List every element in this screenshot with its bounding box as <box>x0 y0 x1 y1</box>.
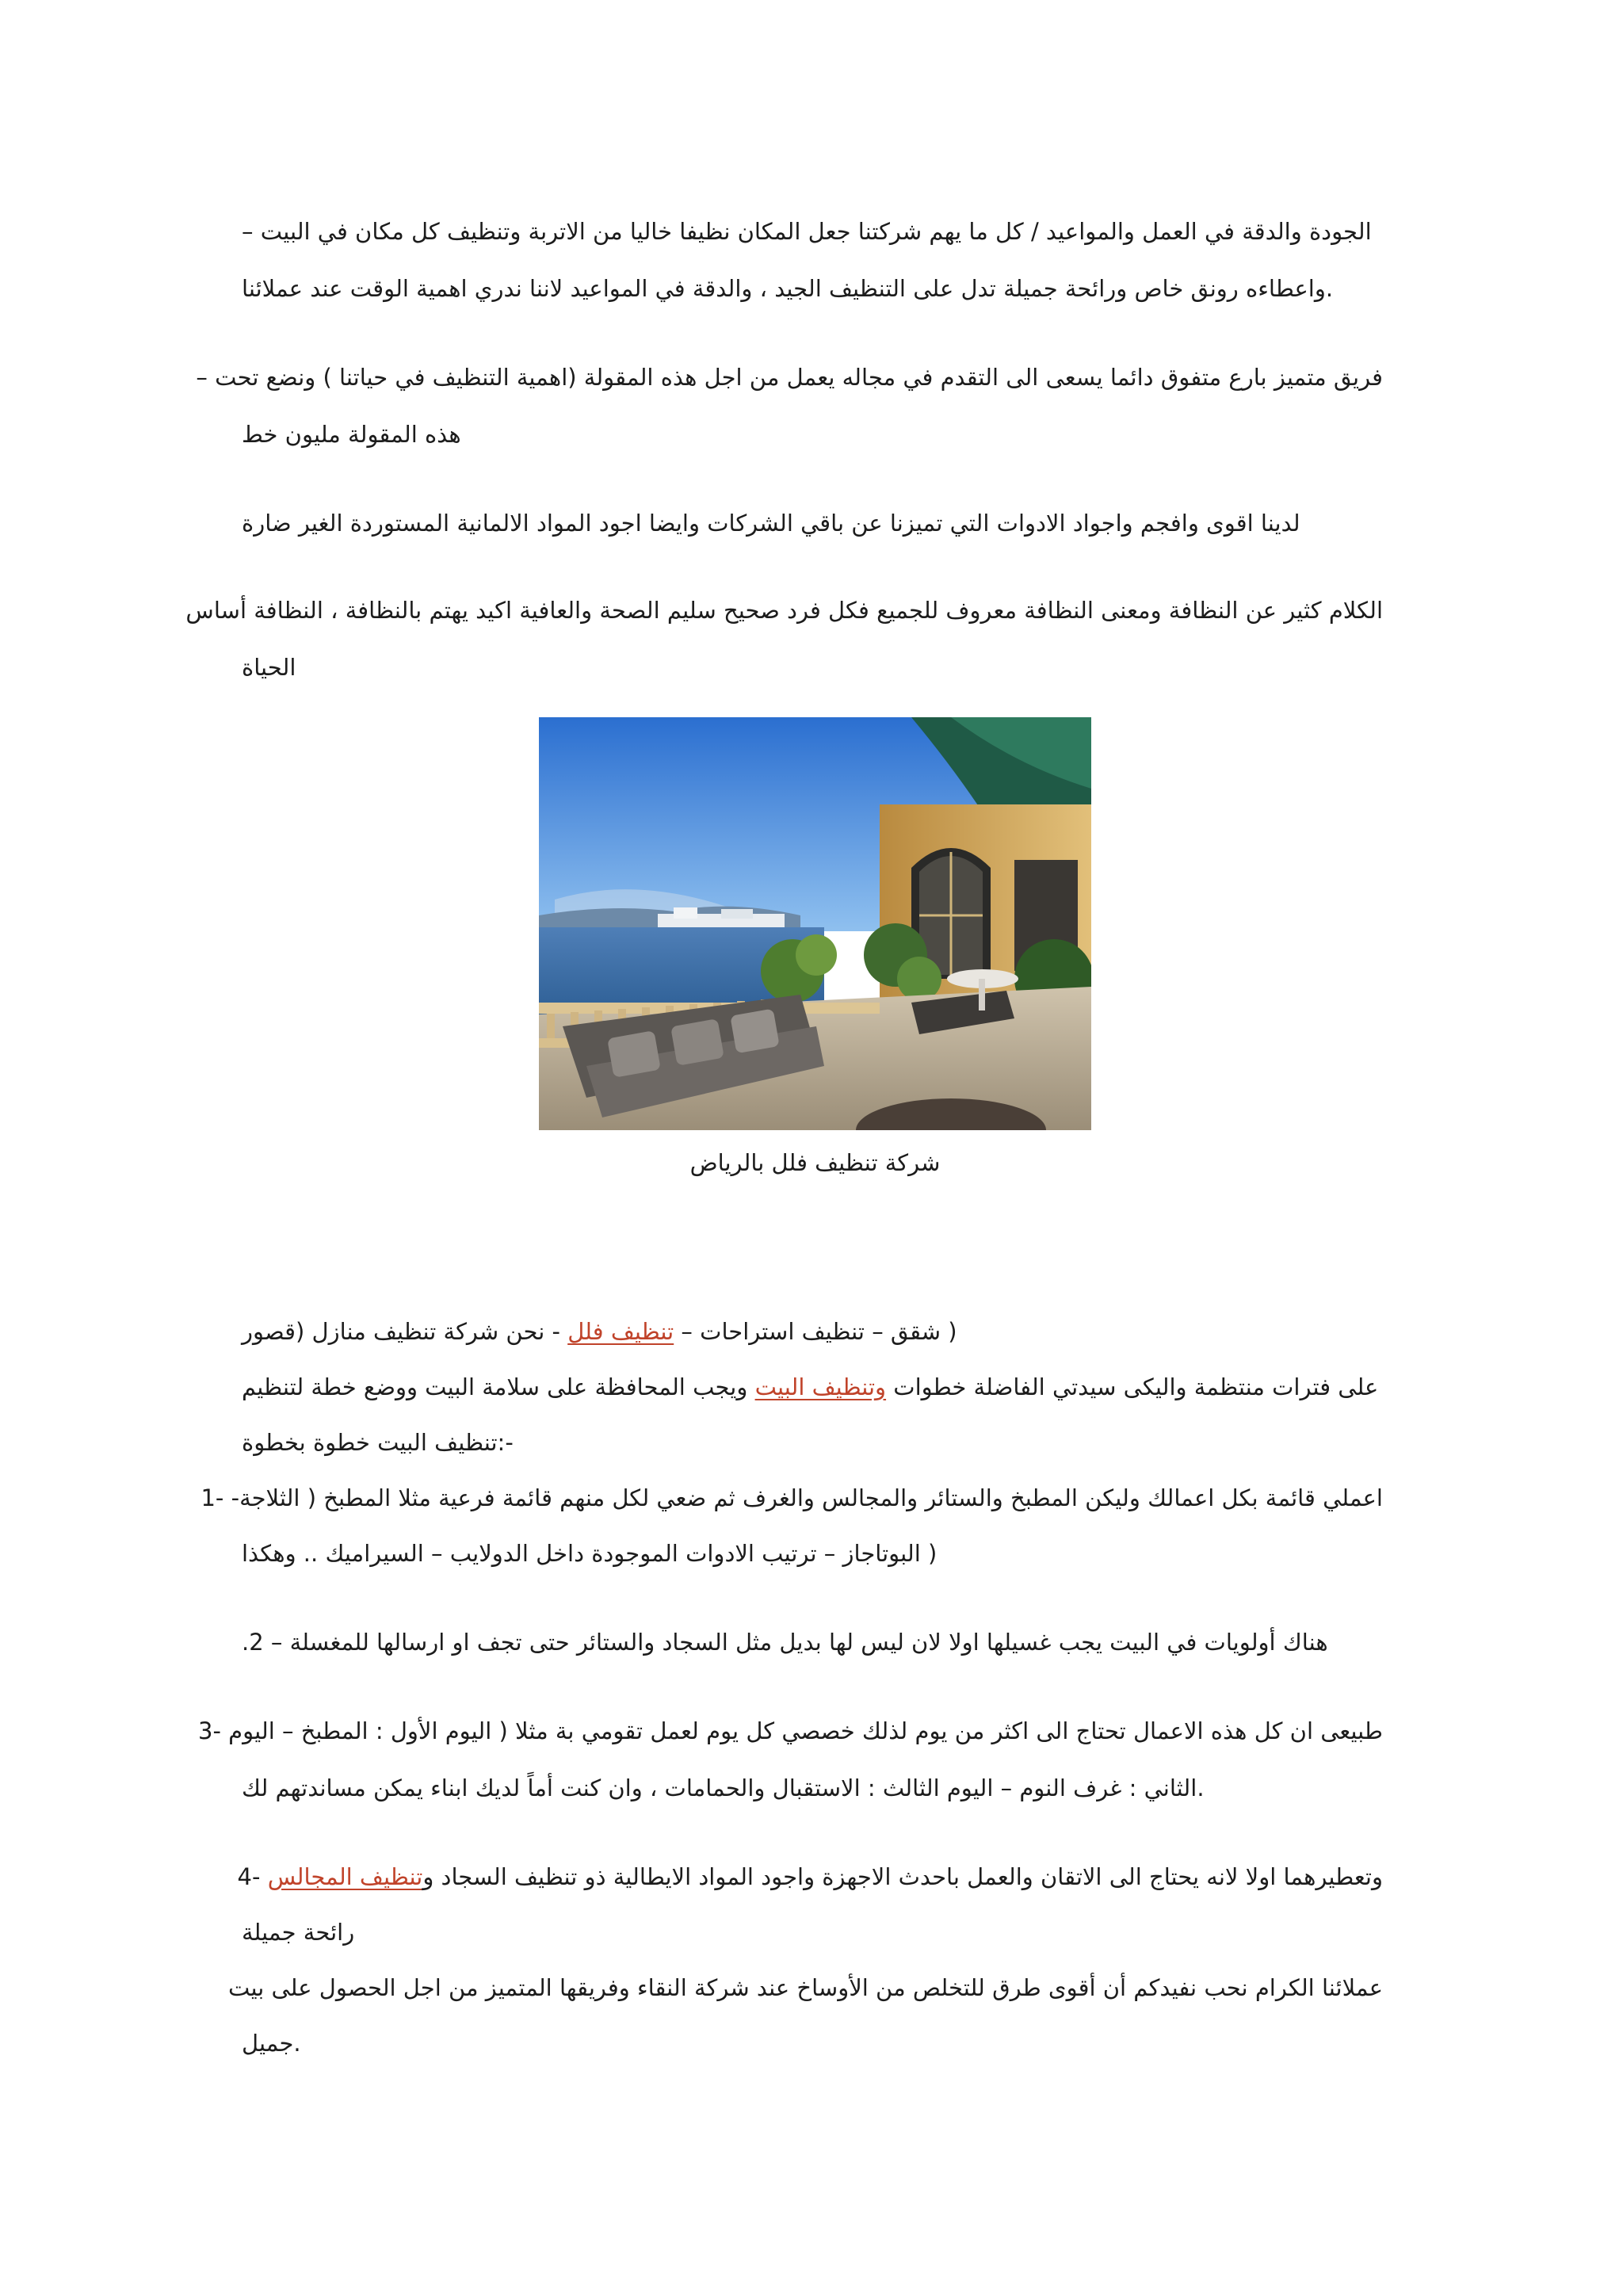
paragraph-3-line-1: لدينا اقوى وافجم واجواد الادوات التي تميزنا عن باقي الشركات وايضا اجود المواد الالمانية المستوردة الغير ضارة <box>242 510 1300 537</box>
section-2-line-12: .جميل <box>242 2030 301 2057</box>
line-text: - نحن شركة تنظيف منازل (قصور <box>242 1318 568 1345</box>
section-2-line-8: .الثاني : غرف النوم – اليوم الثالث : الاستقبال والحمامات ، وان كنت أماً لديك ابناء يمكن مساندتهم لك <box>242 1775 1205 1801</box>
section-2-line-5: ( البوتاجاز – ترتيب الادوات الموجودة داخل الدولايب – السيراميك .. وهكذا <box>242 1540 938 1567</box>
line-text: -4 <box>237 1863 268 1890</box>
photo-caption: شركة تنظيف فلل بالرياض <box>689 1149 941 1176</box>
paragraph-4-line-2: الحياة <box>242 654 296 681</box>
section-2-line-1 <box>242 1316 1383 1347</box>
section-2-line-7: طبيعى ان كل هذه الاعمال تحتاج الى اكثر من يوم لذلك خصصي كل يوم لعمل تقومي بة مثلا ( اليوم الأول : المطبخ – اليوم -3 <box>198 1717 1383 1744</box>
villa-cleaning-link[interactable]: تنظيف فلل <box>567 1318 674 1345</box>
line-text: ( شقق – تنظيف استراحات – <box>674 1318 957 1345</box>
section-2-line-2 <box>242 1371 1383 1403</box>
line-text: على فترات منتظمة واليكى سيدتي الفاضلة خطوات <box>886 1373 1379 1400</box>
line-text: ويجب المحافظة على سلامة البيت ووضع خطة لتنظيم <box>242 1373 755 1400</box>
villa-terrace-photo <box>539 717 1091 1130</box>
line-text: وتعطيرهما اولا لانه يحتاج الى الاتقان والعمل باحدث الاجهزة واجود المواد الايطالية ذو تنظيف السجاد و <box>422 1863 1383 1890</box>
paragraph-2-line-1: فريق متميز بارع متفوق دائما يسعى الى التقدم في مجاله يعمل من اجل هذه المقولة (اهمية التنظيف في حياتنا ) ونضع تحت – <box>196 364 1383 391</box>
section-2-line-11: عملائنا الكرام نحب نفيدكم أن أقوى طرق للتخلص من الأوساخ عند شركة النقاء وفريقها المتميز من اجل الحصول على بيت <box>227 1974 1383 2001</box>
paragraph-1-line-2: .واعطاءه رونق خاص ورائحة جميلة تدل على التنظيف الجيد ، والدقة في المواعيد لاننا ندري اهمية الوقت عند عملائنا <box>242 275 1334 302</box>
section-2-line-3: -:تنظيف البيت خطوة بخطوة <box>242 1429 514 1456</box>
paragraph-4-line-1: الكلام كثير عن النظافة ومعنى النظافة معروف للجميع فكل فرد صحيح سليم الصحة والعافية اكيد يهتم بالنظافة ، النظافة أساس <box>185 597 1383 624</box>
majlis-cleaning-link[interactable]: تنظيف المجالس <box>267 1863 423 1890</box>
paragraph-2-line-2: هذه المقولة مليون خط <box>242 421 461 448</box>
paragraph-1-line-1: الجودة والدقة في العمل والمواعيد / كل ما يهم شركتنا جعل المكان نظيفا خاليا من الاتربة وتنظيف كل مكان في البيت – <box>242 218 1372 245</box>
section-2-line-9 <box>237 1861 1383 1893</box>
section-2-line-10: رائحة جميلة <box>242 1919 355 1946</box>
house-cleaning-link[interactable]: وتنظيف البيت <box>754 1373 887 1400</box>
section-2-line-6: هناك أولويات في البيت يجب غسيلها اولا لان ليس لها بديل مثل السجاد والستائر حتى تجف او ارسالها للمغسلة – 2. <box>242 1629 1328 1656</box>
section-2-line-4: اعملي قائمة بكل اعمالك وليكن المطبخ والستائر والمجالس والغرف ثم ضعي لكل منهم قائمة فرعية مثلا المطبخ ( الثلاجة- -1 <box>200 1484 1383 1511</box>
